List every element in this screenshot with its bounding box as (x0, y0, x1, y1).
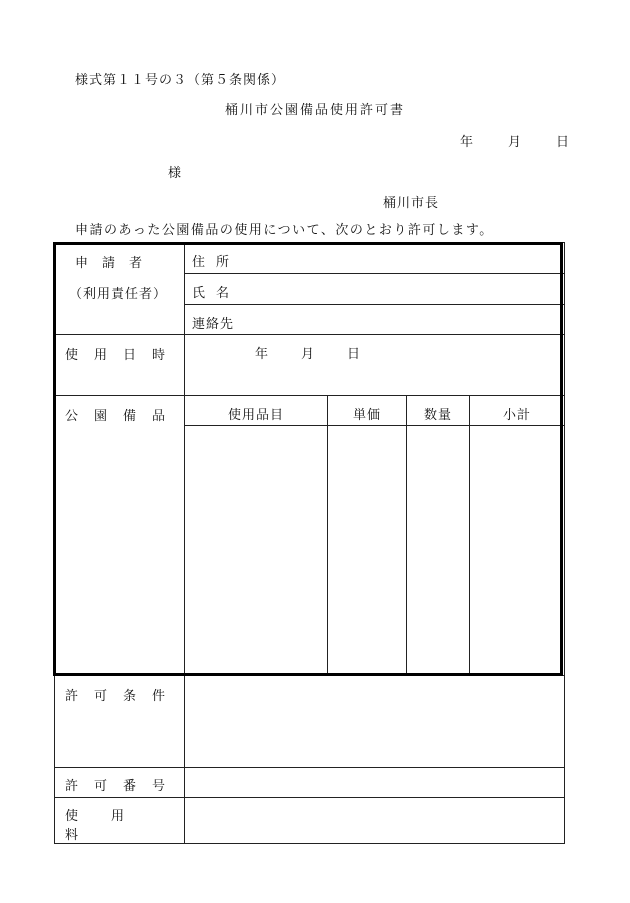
document-title: 桶川市公園備品使用許可書 (224, 103, 405, 118)
issue-year-label: 年 (460, 135, 475, 150)
contact-field[interactable] (185, 305, 565, 335)
equipment-label: 公園備品 (65, 409, 182, 424)
subtotal-field[interactable] (470, 426, 565, 676)
permit-number-label-cell (55, 768, 185, 798)
permit-number-label: 許可番号 (65, 779, 182, 794)
column-header-quantity: 数量 (407, 396, 470, 426)
usage-year-label: 年 (255, 347, 270, 362)
item-field[interactable] (185, 426, 328, 676)
contact-label: 連絡先 (192, 317, 235, 332)
issue-date (460, 131, 570, 150)
permit-form-table (54, 242, 565, 844)
issuer-name: 桶川市長 (383, 196, 440, 211)
usage-fee-label: 使用料 (65, 809, 158, 843)
permit-conditions-label: 許可条件 (65, 689, 182, 704)
usage-fee-label-cell (55, 798, 185, 844)
name-field[interactable] (185, 274, 565, 305)
column-header-unit-price: 単価 (328, 396, 407, 426)
permit-conditions-label-cell (55, 676, 185, 768)
applicant-label (75, 252, 172, 271)
name-label: 氏名 (192, 286, 241, 301)
address-label: 住所 (192, 255, 241, 270)
issue-day-label: 日 (556, 135, 571, 150)
permit-number-field[interactable] (185, 768, 565, 798)
usage-fee-field[interactable] (185, 798, 565, 844)
column-header-subtotal: 小計 (470, 396, 565, 426)
column-header-item: 使用品目 (185, 396, 328, 426)
applicant-label-text: 申請者 (75, 256, 157, 271)
applicant-sublabel: （利用責任者） (69, 287, 168, 302)
issue-month-label: 月 (508, 135, 523, 150)
usage-day-label: 日 (347, 347, 362, 362)
equipment-label-cell (55, 396, 185, 676)
quantity-field[interactable] (407, 426, 470, 676)
permit-conditions-field[interactable] (185, 676, 565, 768)
unit-price-field[interactable] (328, 426, 407, 676)
applicant-label-cell (55, 243, 185, 335)
usage-datetime-label-cell (55, 335, 185, 396)
intro-text: 申請のあった公園備品の使用について、次のとおり許可します。 (75, 223, 494, 238)
usage-month-label: 月 (301, 347, 316, 362)
addressee-suffix: 様 (168, 166, 183, 181)
address-field[interactable] (185, 243, 565, 274)
usage-datetime-label: 使用日時 (65, 348, 182, 363)
usage-datetime-field[interactable] (185, 335, 565, 396)
form-number: 様式第１１号の３（第５条関係） (75, 73, 286, 88)
